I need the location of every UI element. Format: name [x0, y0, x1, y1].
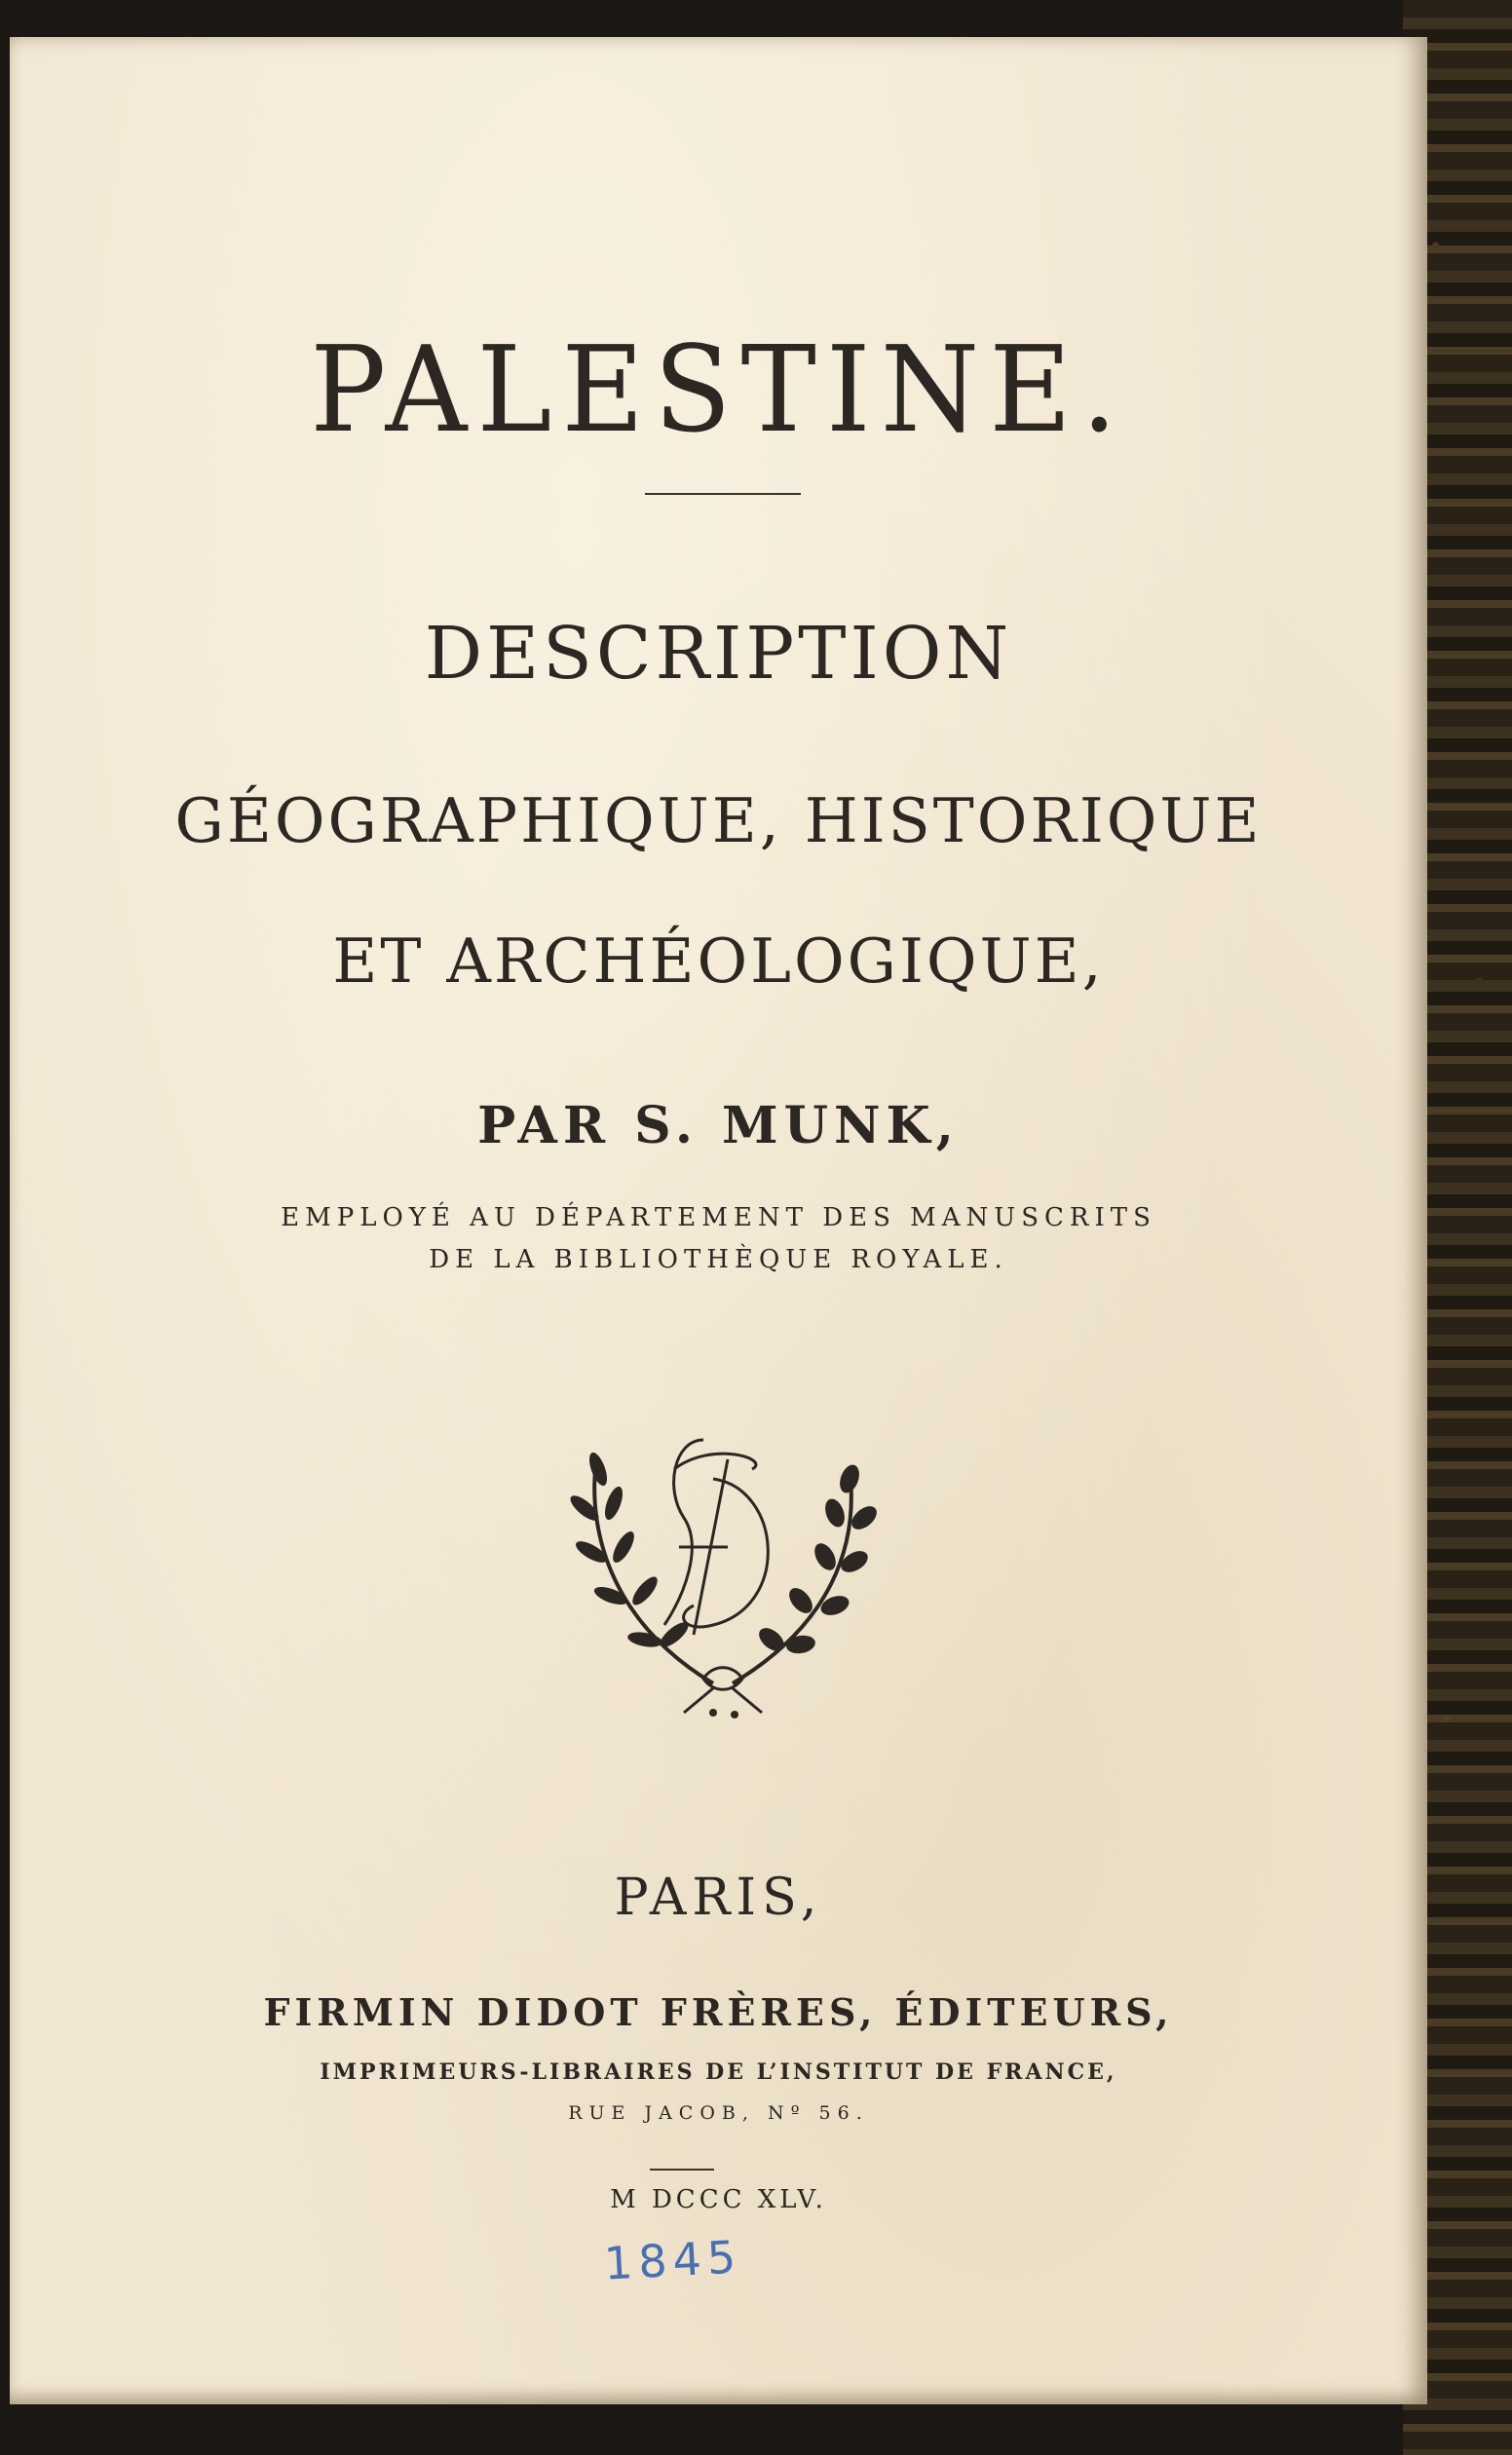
- subtitle-line-2: GÉOGRAPHIQUE, HISTORIQUE: [174, 785, 1263, 856]
- subtitle-line-1: DESCRIPTION: [424, 612, 1013, 696]
- title-page: [10, 37, 1427, 2404]
- handwritten-year-note: 1845: [602, 2230, 743, 2290]
- imprint-divider: [650, 2169, 714, 2171]
- laurel-wreath-monogram-icon: [557, 1401, 888, 1722]
- subtitle-line-3: ET ARCHÉOLOGIQUE,: [332, 925, 1105, 997]
- book-title: PALESTINE.: [310, 321, 1127, 460]
- publisher-address: RUE JACOB, Nº 56.: [568, 2102, 869, 2124]
- publisher-name: FIRMIN DIDOT FRÈRES, ÉDITEURS,: [263, 1990, 1174, 2034]
- publication-date: M DCCC XLV.: [610, 2185, 827, 2214]
- author-line: PAR S. MUNK,: [477, 1096, 960, 1155]
- publication-place: PARIS,: [614, 1869, 823, 1927]
- title-divider: [645, 493, 801, 495]
- affiliation-line-2: DE LA BIBLIOTHÈQUE ROYALE.: [429, 1245, 1008, 1274]
- publisher-detail: IMPRIMEURS-LIBRAIRES DE L’INSTITUT DE FRANCE,: [320, 2059, 1117, 2085]
- affiliation-line-1: EMPLOYÉ AU DÉPARTEMENT DES MANUSCRITS: [281, 1203, 1156, 1232]
